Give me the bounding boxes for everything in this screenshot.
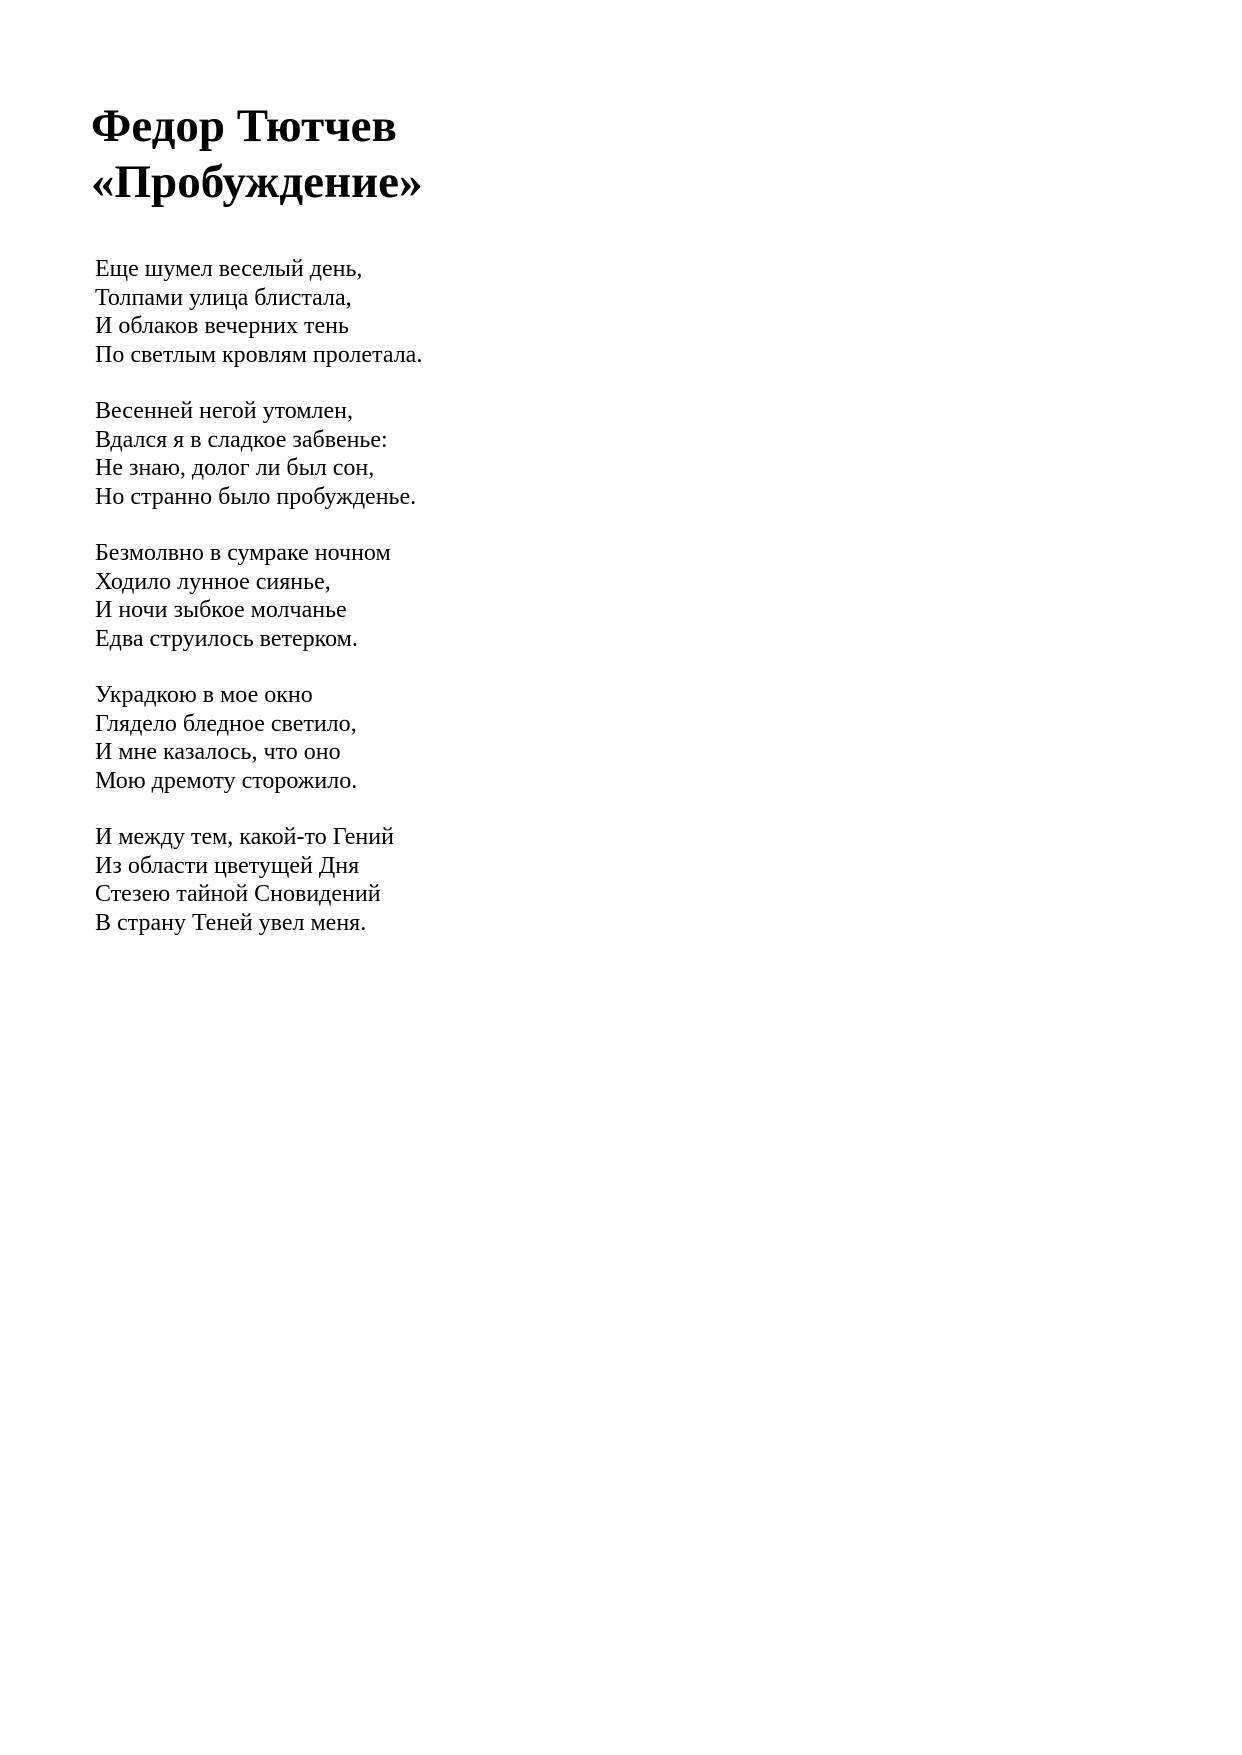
poem-author: Федор Тютчев	[91, 100, 397, 152]
stanza-1	[95, 255, 422, 369]
verse-line: Но странно было пробужденье.	[95, 483, 417, 510]
verse-line: Толпами улица блистала,	[95, 284, 352, 311]
verse-line: Мою дремоту сторожило.	[95, 767, 358, 794]
verse-line: Весенней негой утомлен,	[95, 398, 353, 424]
stanza-2	[95, 397, 422, 511]
verse-line: В страну Теней увел меня.	[95, 909, 367, 936]
page-title	[91, 98, 423, 210]
verse-line: Украдкою в мое окно	[95, 682, 313, 708]
verse-line: Стезею тайной Сновидений	[95, 881, 381, 907]
stanza-3	[95, 539, 422, 653]
verse-line: И между тем, какой-то Гений	[95, 824, 394, 850]
verse-line: Вдался я в сладкое забвенье:	[95, 426, 388, 453]
verse-line: И облаков вечерних тень	[95, 313, 349, 339]
verse-line: Не знаю, долог ли был сон,	[95, 455, 375, 481]
verse-line: И ночи зыбкое молчанье	[95, 597, 347, 623]
stanza-5	[95, 823, 422, 937]
verse-line: Безмолвно в сумраке ночном	[95, 540, 391, 566]
verse-line: Глядело бледное светило,	[95, 710, 357, 737]
verse-line: Ходило лунное сиянье,	[95, 568, 331, 595]
verse-line: И мне казалось, что оно	[95, 739, 341, 765]
verse-line: По светлым кровлям пролетала.	[95, 341, 423, 368]
verse-line: Еще шумел веселый день,	[95, 256, 363, 282]
poem-title: «Пробуждение»	[91, 156, 423, 208]
verse-line: Из области цветущей Дня	[95, 852, 360, 879]
poem-body	[95, 255, 422, 965]
verse-line: Едва струилось ветерком.	[95, 625, 358, 652]
stanza-4	[95, 681, 422, 795]
